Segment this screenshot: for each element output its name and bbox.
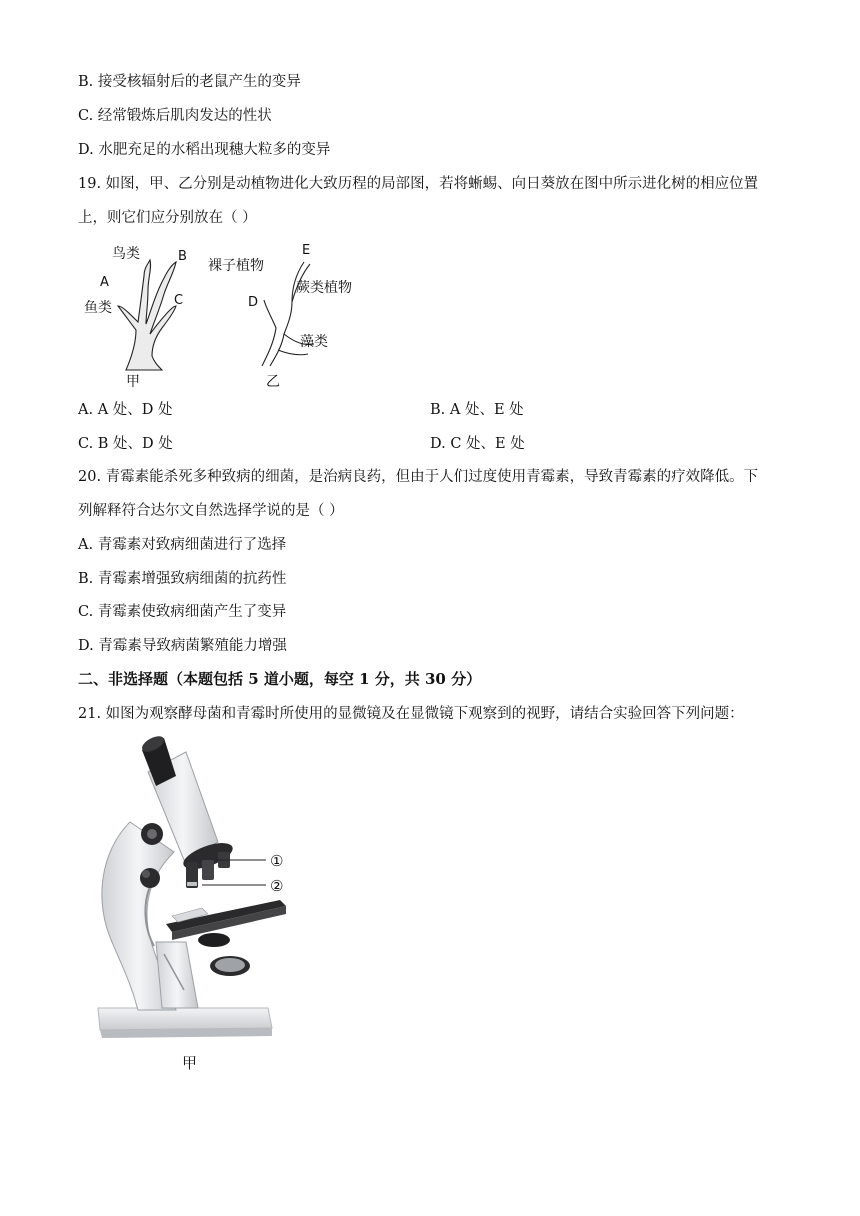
q19-stem-line1: 19. 如图，甲、乙分别是动植物进化大致历程的局部图，若将蜥蜴、向日葵放在图中所示进化树的相应位置	[78, 176, 759, 192]
tree-jia-point-b: B	[178, 249, 187, 264]
q18-option-b: B. 接受核辐射后的老鼠产生的变异	[78, 74, 301, 90]
q20-option-d: D. 青霉素导致病菌繁殖能力增强	[78, 638, 287, 654]
q20-option-b: B. 青霉素增强致病细菌的抗药性	[78, 571, 287, 587]
microscope-label-2: ②	[270, 877, 284, 895]
microscope-label-1: ①	[270, 852, 284, 870]
q19-option-a: A. A 处、D 处	[78, 402, 173, 418]
tree-jia-birds-label: 鸟类	[112, 246, 140, 262]
tree-jia-point-a: A	[100, 275, 109, 290]
q21-stem: 21. 如图为观察酵母菌和青霉时所使用的显微镜及在显微镜下观察到的视野，请结合实验回答下列问题：	[78, 706, 744, 722]
microscope-icon	[98, 733, 286, 1038]
tree-yi-point-e: E	[302, 243, 311, 258]
q20-stem-line1: 20. 青霉素能杀死多种致病的细菌，是治病良药，但由于人们过度使用青霉素，导致青霉素的疗效降低。下	[78, 469, 759, 485]
tree-yi	[262, 262, 314, 366]
q19-option-c: C. B 处、D 处	[78, 436, 173, 452]
q21-microscope-figure	[90, 732, 310, 1077]
q20-stem-line2: 列解释符合达尔文自然选择学说的是（ ）	[78, 503, 344, 519]
tree-yi-ferns-label: 蕨类植物	[296, 280, 352, 296]
tree-yi-algae-label: 藻类	[300, 334, 328, 350]
q20-option-c: C. 青霉素使致病细菌产生了变异	[78, 604, 287, 620]
q18-option-c: C. 经常锻炼后肌肉发达的性状	[78, 108, 272, 124]
microscope-caption: 甲	[182, 1054, 198, 1072]
q20-option-a: A. 青霉素对致病细菌进行了选择	[78, 537, 287, 553]
tree-jia-fish-label: 鱼类	[84, 300, 112, 316]
tree-jia-point-c: C	[174, 293, 184, 308]
q18-option-d: D. 水肥充足的水稻出现穗大粒多的变异	[78, 142, 331, 158]
tree-yi-point-d: D	[248, 295, 259, 310]
q19-option-b: B. A 处、E 处	[430, 402, 524, 418]
q19-stem-line2: 上，则它们应分别放在（ ）	[78, 210, 257, 226]
tree-jia-caption: 甲	[126, 374, 140, 390]
section2-heading: 二、非选择题（本题包括 5 道小题，每空 1 分，共 30 分）	[78, 670, 482, 688]
q19-option-d: D. C 处、E 处	[430, 436, 525, 452]
tree-yi-gymnosperms-label: 裸子植物	[208, 258, 264, 274]
q19-evolution-trees-figure	[78, 238, 378, 398]
tree-jia	[118, 260, 176, 370]
tree-yi-caption: 乙	[266, 374, 280, 390]
